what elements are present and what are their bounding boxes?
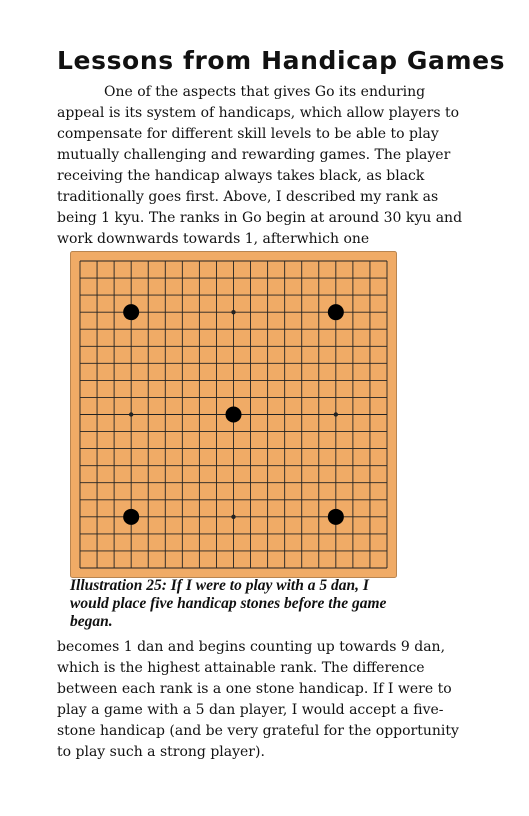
black-stone: [123, 304, 139, 320]
black-stone: [225, 406, 241, 422]
page-title: Lessons from Handicap Games: [57, 46, 506, 75]
paragraph-intro: One of the aspects that gives Go its enduring appeal is its system of handicaps, which allow players to compensate for different skill levels to be able to play mutually challenging and rewarding games. The player receiving the handicap always takes black, as black traditionally goes first. Above, I described my rank as being 1 kyu. The ranks in Go begin at around 30 kyu and work downwards towards 1, afterwhich one: [57, 84, 463, 247]
black-stone: [328, 509, 344, 525]
go-board-figure: [70, 251, 397, 578]
star-point: [129, 412, 133, 416]
paragraph-ranks: becomes 1 dan and begins counting up towards 9 dan, which is the highest attainable rank. The difference between each rank is a one stone handicap. If I were to play a game with a 5 dan player, I would accept a five-stone handicap (and be very grateful for the opportunity to play such a strong player).: [57, 639, 459, 760]
star-point: [231, 515, 235, 519]
star-point: [334, 412, 338, 416]
figure-caption: Illustration 25: If I were to play with a 5 dan, I would place five handicap stones before the game began.: [70, 577, 387, 630]
black-stone: [328, 304, 344, 320]
star-point: [231, 310, 235, 314]
black-stone: [123, 509, 139, 525]
